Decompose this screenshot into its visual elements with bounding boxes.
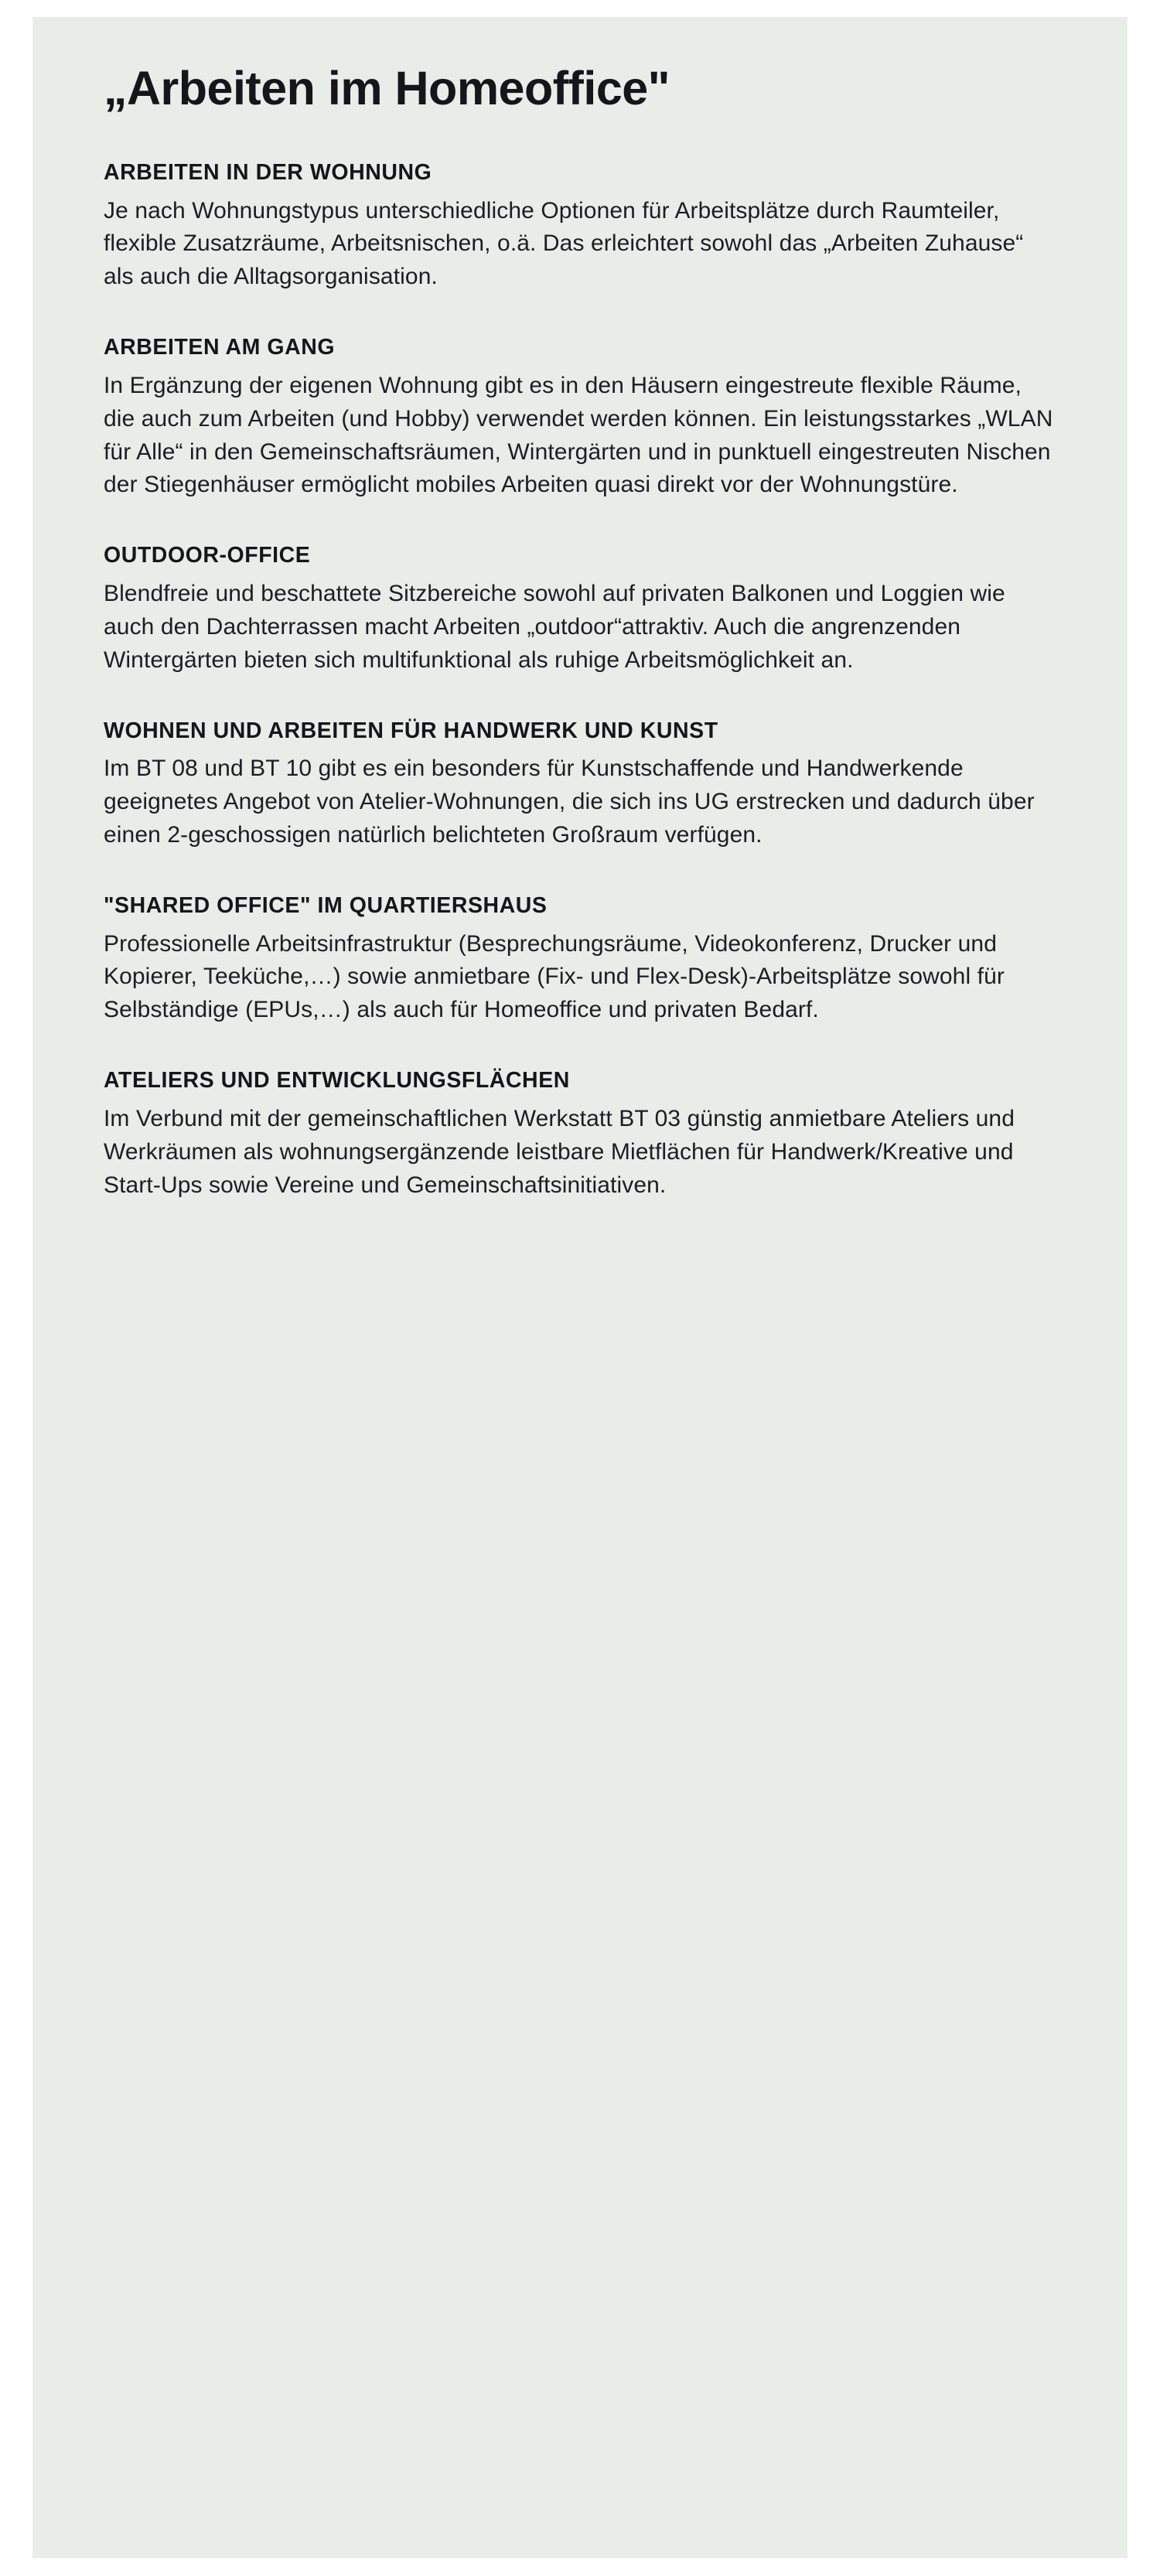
section-arbeiten-in-der-wohnung (104, 159, 1056, 294)
section-body: In Ergänzung der eigenen Wohnung gibt es in den Häusern eingestreute flexible Räume, die auch zum Arbeiten (und Hobby) verwendet werden können. Ein leistungsstarkes „WLAN für Alle“ in den Gemeinschaftsräumen, Wintergärten und in punktuell eingestreuten Nischen der Stiegenhäuser ermöglicht mobiles Arbeiten quasi direkt vor der Wohnungstüre. (104, 372, 1053, 498)
section-heading: OUTDOOR-OFFICE (104, 543, 311, 568)
section-body: Je nach Wohnungstypus unterschiedliche Optionen für Arbeitsplätze durch Raumteiler, flexible Zusatzräume, Arbeitsnischen, o.ä. Das erleichtert sowohl das „Arbeiten Zuhause“ als auch die Alltagsorganisation. (104, 197, 1024, 290)
section-shared-office (104, 892, 1056, 1027)
section-body: Professionelle Arbeitsinfrastruktur (Besprechungsräume, Videokonferenz, Drucker und Kopierer, Teeküche,…) sowie anmietbare (Fix- und Flex-Desk)-Arbeitsplätze sowohl für Selbständige (EPUs,…) als auch für Homeoffice und privaten Bedarf. (104, 930, 1005, 1023)
section-body: Blendfreie und beschattete Sitzbereiche sowohl auf privaten Balkonen und Loggien wie auch den Dachterrassen macht Arbeiten „outdoor“attraktiv. Auch die angrenzenden Wintergärten bieten sich multifunktional als ruhige Arbeitsmöglichkeit an. (104, 580, 1005, 673)
section-heading: ARBEITEN AM GANG (104, 335, 336, 360)
section-heading: ARBEITEN IN DER WOHNUNG (104, 159, 432, 185)
section-outdoor-office (104, 542, 1056, 677)
section-heading: WOHNEN UND ARBEITEN FÜR HANDWERK UND KUNST (104, 718, 718, 743)
section-wohnen-und-arbeiten (104, 718, 1056, 852)
section-body: Im BT 08 und BT 10 gibt es ein besonders für Kunstschaffende und Handwerkende geeignetes Angebot von Atelier-Wohnungen, die sich ins UG erstrecken und dadurch über einen 2-geschossigen natürlich belichteten Großraum verfügen. (104, 756, 1035, 848)
section-arbeiten-am-gang (104, 334, 1056, 502)
section-ateliers-und-entwicklungsflaechen (104, 1067, 1056, 1202)
page-title: „Arbeiten im Homeoffice" (104, 62, 670, 114)
section-body: Im Verbund mit der gemeinschaftlichen Werkstatt BT 03 günstig anmietbare Ateliers und Werkräumen als wohnungsergänzende leistbare Mietflächen für Handwerk/Kreative und Start-Ups sowie Vereine und Gemeinschaftsinitiativen. (104, 1105, 1015, 1198)
content-panel (32, 17, 1128, 2558)
section-heading: ATELIERS UND ENTWICKLUNGSFLÄCHEN (104, 1068, 570, 1094)
section-heading: "SHARED OFFICE" IM QUARTIERSHAUS (104, 892, 548, 918)
